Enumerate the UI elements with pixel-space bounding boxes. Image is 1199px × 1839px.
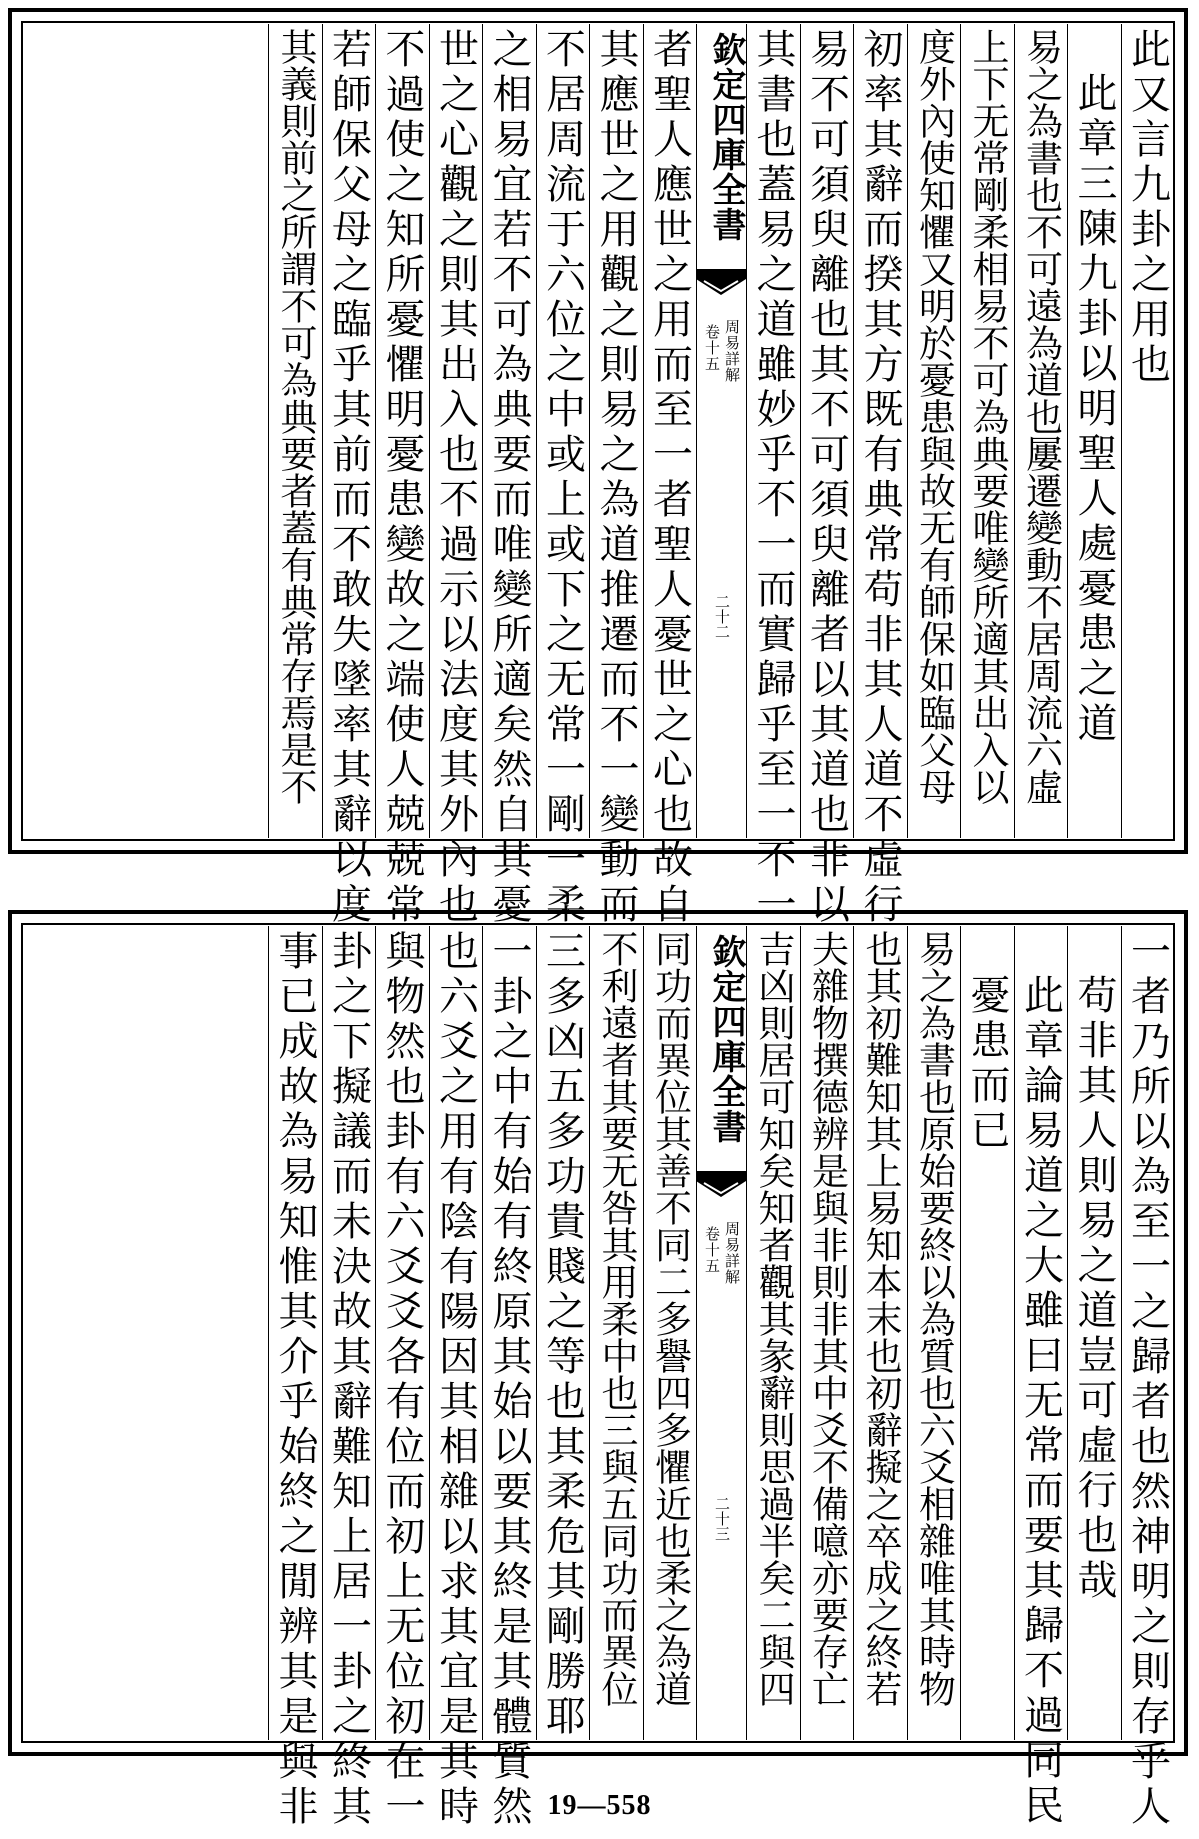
column-rule bbox=[643, 926, 644, 1740]
text-column bbox=[643, 928, 697, 1740]
column-text: 初率其辭而揆其方既有典常苟非其人道不虛行 bbox=[857, 28, 903, 928]
column-text: 卦之下擬議而未決故其辭難知上居一卦之終其 bbox=[325, 930, 372, 1830]
column-text: 此又言九卦之用也 bbox=[1124, 28, 1171, 388]
column-rule bbox=[960, 926, 961, 1740]
column-text: 事已成故為易知惟其介乎始終之閒辨其是與非 bbox=[272, 930, 318, 1830]
spine-leaf-number: 二十三 bbox=[713, 1496, 731, 1541]
column-rule bbox=[589, 926, 590, 1740]
spine-book-title: 周易詳解 bbox=[723, 319, 741, 383]
column-text: 不利遠者其要无咎其用柔中也三與五同功而異位 bbox=[595, 930, 638, 1707]
text-column bbox=[589, 928, 643, 1740]
fish-tail-ornament bbox=[696, 269, 746, 297]
spine-book-title: 周易詳解 bbox=[723, 1221, 741, 1285]
page-number: 19—558 bbox=[547, 1790, 652, 1821]
column-text: 憂患而已 bbox=[964, 974, 1010, 1154]
text-column bbox=[853, 928, 907, 1740]
column-text: 一者乃所以為至一之歸者也然神明之則存乎人 bbox=[1124, 930, 1171, 1830]
column-text: 若師保父母之臨乎其前而不敢失墜率其辭以度 bbox=[325, 28, 372, 928]
column-text: 世之心觀之則其出入也不過示以法度其外內也 bbox=[432, 28, 479, 928]
column-rule bbox=[1014, 926, 1015, 1740]
column-rule bbox=[696, 926, 697, 1740]
column-text: 上下无常剛柔相易不可為典要唯變所適其出入以 bbox=[966, 28, 1009, 805]
column-text: 度外內使知懼又明於憂患與故无有師保如臨父母 bbox=[912, 28, 956, 805]
column-text: 夫雜物撰德辨是與非則非其中爻不備噫亦要存亡 bbox=[805, 930, 849, 1707]
column-rule bbox=[1014, 24, 1015, 838]
column-text: 易不可須臾離也其不可須臾離者以其道也非以 bbox=[803, 28, 850, 928]
column-rule bbox=[643, 24, 644, 838]
text-column bbox=[429, 928, 483, 1830]
text-column bbox=[960, 928, 1014, 1740]
column-rule bbox=[322, 926, 323, 1740]
column-rule bbox=[536, 926, 537, 1740]
column-rule bbox=[1067, 24, 1068, 838]
column-rule bbox=[268, 926, 269, 1740]
column-text: 其應世之用觀之則易之為道推遷而不一變動而 bbox=[593, 28, 639, 928]
column-text: 也其初難知其上易知本末也初辭擬之卒成之終若 bbox=[859, 930, 902, 1707]
text-column bbox=[746, 928, 800, 1740]
spine-title: 欽定四庫全書 bbox=[706, 934, 746, 1144]
column-text: 不居周流于六位之中或上或下之无常一剛一柔 bbox=[539, 28, 586, 928]
text-column bbox=[1121, 26, 1175, 838]
column-rule bbox=[1121, 926, 1122, 1740]
text-column bbox=[1014, 26, 1068, 838]
column-rule bbox=[375, 24, 376, 838]
text-column bbox=[1014, 928, 1068, 1829]
text-column bbox=[536, 928, 590, 1740]
center-spine bbox=[696, 24, 746, 838]
text-column bbox=[268, 26, 322, 838]
column-rule bbox=[429, 24, 430, 838]
column-rule bbox=[589, 24, 590, 838]
text-column bbox=[800, 26, 854, 928]
column-text: 之相易宜若不可為典要而唯變所適矣然自其憂 bbox=[486, 28, 532, 928]
column-rule bbox=[482, 926, 483, 1740]
text-column bbox=[536, 26, 590, 928]
folio-top bbox=[8, 8, 1188, 928]
column-text: 此章論易道之大雖曰无常而要其歸不過同民 bbox=[1017, 974, 1064, 1829]
column-text: 易之為書也原始要終以為質也六爻相雜唯其時物 bbox=[912, 930, 956, 1707]
column-rule bbox=[907, 926, 908, 1740]
column-rule bbox=[375, 926, 376, 1740]
text-column bbox=[322, 26, 376, 928]
column-rule bbox=[800, 926, 801, 1740]
column-text: 吉凶則居可知矣知者觀其彖辭則思過半矣二與四 bbox=[752, 930, 795, 1707]
spine-title: 欽定四庫全書 bbox=[706, 32, 746, 242]
column-text: 也六爻之用有陰有陽因其相雜以求其宜是其時 bbox=[432, 930, 479, 1830]
center-spine bbox=[696, 926, 746, 1740]
fish-tail-ornament bbox=[696, 1171, 746, 1199]
column-text: 其義則前之所謂不可為典要者蓋有典常存焉是不 bbox=[274, 28, 317, 805]
column-text: 易之為書也不可遠為道也屢遷變動不居周流六虛 bbox=[1019, 28, 1063, 805]
text-column bbox=[1121, 928, 1175, 1830]
column-text: 此章三陳九卦以明聖人處憂患之道 bbox=[1071, 72, 1117, 747]
column-text: 三多凶五多功貴賤之等也其柔危其剛勝耶 bbox=[539, 930, 586, 1740]
column-rule bbox=[268, 24, 269, 838]
text-column bbox=[1067, 26, 1121, 838]
column-rule bbox=[536, 24, 537, 838]
column-rule bbox=[853, 24, 854, 838]
column-text: 與物然也卦有六爻爻各有位而初上无位初在一 bbox=[379, 930, 425, 1830]
column-rule bbox=[1067, 926, 1068, 1740]
column-text: 其書也蓋易之道雖妙乎不一而實歸乎至一不一 bbox=[750, 28, 796, 928]
column-rule bbox=[960, 24, 961, 838]
text-column bbox=[482, 26, 536, 928]
spine-leaf-number: 二十二 bbox=[713, 594, 731, 639]
column-rule bbox=[907, 24, 908, 838]
column-rule bbox=[322, 24, 323, 838]
column-text: 不過使之知所憂懼明憂患變故之端使人兢兢常 bbox=[379, 28, 425, 928]
text-column bbox=[746, 26, 800, 928]
text-column bbox=[853, 26, 907, 928]
column-text: 同功而異位其善不同二多譽四多懼近也柔之為道 bbox=[648, 930, 692, 1707]
column-text: 一卦之中有始有終原其始以要其終是其體質然 bbox=[486, 930, 532, 1830]
text-column bbox=[375, 928, 429, 1830]
text-column bbox=[643, 26, 697, 928]
spine-juan: 卷十五 bbox=[703, 324, 721, 372]
text-columns bbox=[12, 12, 1184, 928]
text-column bbox=[482, 928, 536, 1830]
text-column bbox=[800, 928, 854, 1740]
column-rule bbox=[853, 926, 854, 1740]
column-rule bbox=[696, 24, 697, 838]
text-column bbox=[429, 26, 483, 928]
text-column bbox=[907, 928, 961, 1740]
text-column bbox=[375, 26, 429, 928]
text-column bbox=[907, 26, 961, 838]
text-column bbox=[960, 26, 1014, 838]
text-column bbox=[589, 26, 643, 928]
column-rule bbox=[1121, 24, 1122, 838]
text-column bbox=[322, 928, 376, 1830]
spine-juan: 卷十五 bbox=[703, 1226, 721, 1274]
text-column bbox=[268, 928, 322, 1830]
column-text: 者聖人應世之用而至一者聖人憂世之心也故自 bbox=[646, 28, 693, 928]
column-text: 苟非其人則易之道豈可虛行也哉 bbox=[1071, 974, 1117, 1604]
text-column bbox=[1067, 928, 1121, 1740]
column-rule bbox=[429, 926, 430, 1740]
column-rule bbox=[482, 24, 483, 838]
column-rule bbox=[800, 24, 801, 838]
